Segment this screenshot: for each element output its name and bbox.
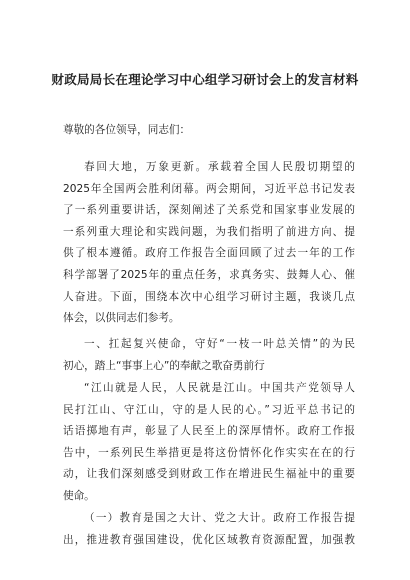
- paragraph-line: 告中，一系列民生举措更是将这份情怀化作实实在在的行: [63, 446, 355, 459]
- paragraph-line: 了一系列重要讲话，深刻阐述了关系党和国家事业发展的: [63, 204, 355, 217]
- paragraph-line: 话语掷地有声，彰显了人民至上的深厚情怀。政府工作报: [63, 425, 355, 438]
- paragraph-line: 民打江山、守江山，守的是人民的心。”习近平总书记的: [63, 403, 355, 416]
- heading-line: 一、扛起复兴使命，守好“一枝一叶总关情”的为民: [84, 338, 355, 350]
- section-heading-1: [63, 334, 355, 377]
- document-title: 财政局局长在理论学习中心组学习研讨会上的发言材料: [51, 72, 359, 87]
- paragraph-line: 人奋进。下面，围绕本次中心组学习研讨主题，我谈几点: [63, 290, 355, 303]
- paragraph-line: 动，让我们深刻感受到财政工作在增进民生福祉中的重要: [63, 468, 355, 481]
- heading-line: 初心，踏上“事事上心”的奉献之歌奋勇前行: [63, 359, 265, 372]
- paragraph-line: 供了根本遵循。政府工作报告全面回顾了过去一年的工作: [63, 247, 355, 260]
- paragraph-line: 2025年全国两会胜利闭幕。两会期间，习近平总书记发表: [63, 182, 355, 195]
- paragraph-line: 一系列重大理论和实践问题，为我们指明了前进方向、提: [63, 225, 355, 238]
- paragraph-people: [63, 378, 355, 508]
- paragraph-line: 科学部署了2025年的重点任务，求真务实、鼓舞人心、催: [63, 268, 355, 281]
- paragraph-line: 使命。: [63, 489, 95, 502]
- paragraph-line: 体会，以供同志们参考。: [63, 312, 180, 325]
- paragraph-intro: [63, 157, 355, 330]
- paragraph-education: [63, 508, 355, 551]
- salutation-line: 尊敬的各位领导，同志们：: [63, 124, 191, 136]
- paragraph-line: 春回大地，万象更新。承载着全国人民殷切期望的: [84, 161, 355, 173]
- paragraph-line: （一）教育是国之大计、党之大计。政府工作报告提: [84, 512, 355, 524]
- paragraph-line: 出，推进教育强国建设，优化区域教育资源配置，加强教: [63, 533, 355, 546]
- paragraph-line: “江山就是人民，人民就是江山。中国共产党领导人: [84, 382, 355, 394]
- salutation: [63, 120, 355, 142]
